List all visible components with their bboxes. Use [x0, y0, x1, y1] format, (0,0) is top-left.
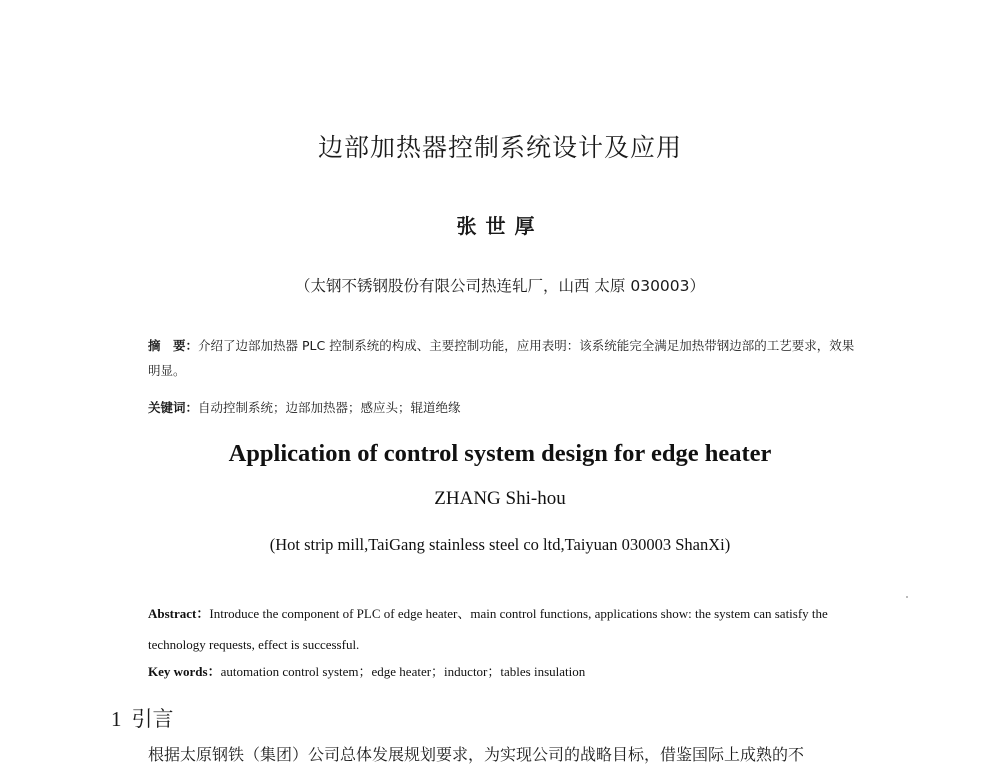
keywords-en-text: automation control system；edge heater；inductor；tables insulation [220, 664, 586, 679]
author-name-en: ZHANG Shi-hou [434, 488, 566, 509]
paper-title-cn: 边部加热器控制系统设计及应用 [317, 133, 682, 162]
section-heading [111, 703, 174, 733]
abstract-cn [148, 333, 858, 383]
abstract-cn-text: 介绍了边部加热器 PLC 控制系统的构成、主要控制功能，应用表明：该系统能完全满足加热带钢边部的工艺要求，效果明显。 [148, 338, 855, 378]
abstract-en-text: Introduce the component of PLC of edge heater、main control functions, applications show: the system can satisfy the technology requests, effect is successful. [148, 606, 828, 652]
affiliation-en: (Hot strip mill,TaiGang stainless steel co ltd,Taiyuan 030003 ShanXi) [269, 535, 731, 554]
section-title: 引言 [131, 707, 174, 731]
body-text-line: 根据太原钢铁（集团）公司总体发展规划要求，为实现公司的战略目标，借鉴国际上成熟的不 [148, 745, 805, 764]
abstract-en-label: Abstract： [148, 606, 210, 621]
keywords-en-label: Key words： [148, 664, 221, 679]
affiliation-cn: （太钢不锈钢股份有限公司热连轧厂，山西 太原 030003） [294, 277, 706, 295]
section-number: 1 [111, 707, 122, 731]
keywords-cn-text: 自动控制系统；边部加热器；感应头；辊道绝缘 [198, 400, 461, 415]
keywords-cn [148, 395, 858, 420]
keywords-en [148, 660, 858, 684]
scan-speck [906, 596, 908, 598]
paper-title-en: Application of control system design for edge heater [228, 440, 772, 467]
keywords-cn-label: 关键词： [148, 400, 199, 415]
abstract-cn-label: 摘 要： [148, 338, 199, 353]
author-name-cn: 张世厚 [456, 214, 544, 238]
abstract-en [148, 598, 858, 660]
